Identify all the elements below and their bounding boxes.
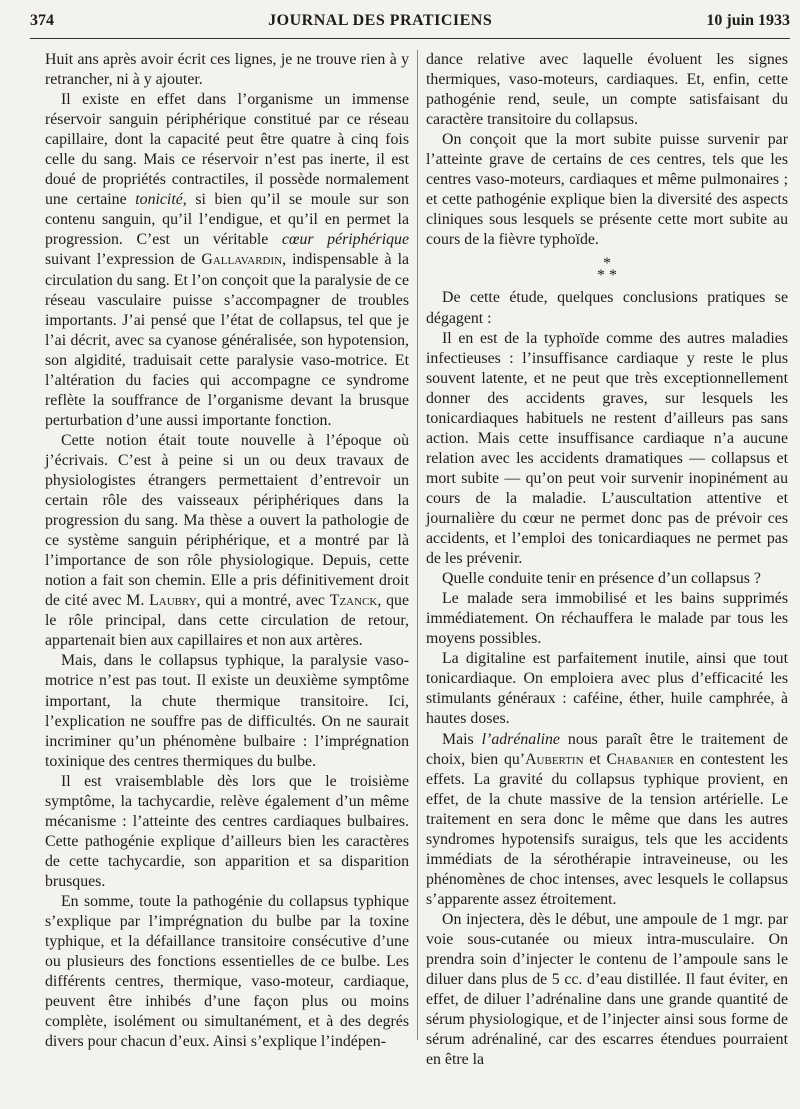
paragraph: Le malade sera immobilisé et les bains supprimés immédiatement. On réchauffera le malade par tous les moyens possibles. (426, 590, 788, 648)
left-column (45, 50, 409, 1052)
column-divider (417, 50, 418, 1040)
asterism-top: * (603, 255, 611, 273)
text-run: en contestent les effets. La gravité du collapsus typhique provient, en effet, de la chute massive de la tension artérielle. Le traitement en sera donc le même que dans les autres syndromes hypotensifs suraigus, tels que les accidents immédiats de la sérothérapie intraveineuse, ou les phénomènes de choc intenses, avec lesquels le collapsus s’apparente assez étroitement. (426, 750, 789, 908)
page-number: 374 (30, 12, 54, 29)
text-run: et (583, 750, 607, 768)
paragraph: Il est vraisemblable dès lors que le troisième symptôme, la tachycardie, relève également d’un même mécanisme : l’atteinte des centres cardiaques bulbaires. Cette pathogénie explique d’ailleurs bien les caractères de cette tachycardie, son apparition et sa disparition brusques. (45, 772, 409, 890)
section-asterism (426, 255, 788, 285)
author-name: Laubry (149, 592, 197, 610)
text-run: Il existe en effet dans l’organisme un immense réservoir sanguin périphérique constitué par ce réseau capillaire, dont la capacité peut être quatre à cinq fois celle du sang. Mais ce réservoir n’est pas inerte, il est doué de propriétés contractiles, il possède normalement une certaine (45, 91, 409, 209)
text-run: , qui a montré, avec (196, 592, 330, 610)
text-run: suivant l’expression de (45, 251, 202, 269)
text-run: , si bien qu’il se moule sur son contenu sanguin, qu’il l’endigue, et qu’il en permet la progression. C’est un véritable (45, 191, 409, 249)
italic-term: l’adrénaline (481, 730, 560, 748)
journal-title: JOURNAL DES PRATICIENS (268, 12, 493, 29)
text-run: Cette notion était toute nouvelle à l’époque où j’écrivais. C’est à peine si un ou deux travaux de physiologistes étrangers permettaient d’entrevoir un certain rôle des vaisseaux périphériques dans la progression du sang. Ma thèse a ouvert la pathologie de ce système sanguin périphérique, et a montré par là l’importance de son rôle physiologique. Depuis, cette notion a fait son chemin. Elle a pris définitivement droit de cité avec M. (45, 431, 409, 610)
paragraph: Quelle conduite tenir en présence d’un collapsus ? (442, 570, 761, 588)
paragraph: La digitaline est parfaitement inutile, ainsi que tout tonicardiaque. On emploiera avec plus d’efficacité les stimulants généraux : caféine, éther, huile camphrée, à hautes doses. (426, 650, 788, 728)
paragraph (45, 90, 409, 431)
issue-date: 10 juin 1933 (706, 12, 790, 29)
paragraph: On conçoit que la mort subite puisse survenir par l’atteinte grave de certains de ces centres, tels que les centres vaso-moteurs, cardiaques et même pulmonaires ; et cette pathogénie explique bien la diversité des aspects cliniques sous lesquels se présente cette mort subite au cours de la fièvre typhoïde. (426, 131, 788, 249)
paragraph: On injectera, dès le début, une ampoule de 1 mgr. par voie sous-cutanée ou mieux intra-musculaire. On prendra soin d’injecter le contenu de l’ampoule sans le diluer dans plus de 5 cc. d’eau distillée. Il faut éviter, en effet, de diluer l’adrénaline dans une grande quantité de sérum physiologique, et de l’injecter ainsi sous forme de sérum adrénaliné, car des escarres étendues pourraient en être la (426, 910, 788, 1069)
author-name: Tzanck (329, 592, 378, 610)
right-column (426, 50, 788, 1070)
text-run: Mais (442, 730, 482, 748)
paragraph: Mais, dans le collapsus typhique, la paralysie vaso-motrice n’est pas tout. Il existe un deuxième symptôme important, la chute thermique transitoire. Ici, l’explication ne souffre pas de difficultés. On ne saurait incriminer qu’un phénomène bulbaire : l’imprégnation toxinique des centres thermiques du bulbe. (45, 652, 409, 770)
author-name: Gallavardin (201, 251, 283, 269)
paragraph (45, 431, 409, 652)
page-header (30, 6, 790, 36)
paragraph: De cette étude, quelques conclusions pratiques se dégagent : (426, 289, 788, 327)
text-run: , indispensable à la circulation du sang. Et l’on conçoit que la paralysie de ce réseau vasculaire puisse s’accompagner de troubles importants. J’ai pensé que l’état de collapsus, tel que je l’ai décrit, avec sa cyanose généralisée, son hypotension, son algidité, traduisait cette paralysie vaso-motrice. Et l’altération du facies qui accompagne ce syndrome reflète la souffrance de l’organisme devant la brusque perturbation d’une aussi importante fonction. (45, 251, 409, 429)
paragraph: Il en est de la typhoïde comme des autres maladies infectieuses : l’insuffisance cardiaque y reste le plus souvent latente, et ne peut que très exceptionnellement donner des accidents graves, sur lesquels les tonicardiaques habituels ne restent d’ailleurs pas sans action. Mais cette insuffisance cardiaque n’a aucune relation avec les accidents dramatiques — collapsus et mort subite — qu’on peut voir survenir inopinément au cours de la maladie. L’auscultation attentive et journalière du cœur ne permet donc pas de prévoir ces accidents, et l’emploi des tonicardiaques ne permet pas de les prévenir. (426, 329, 788, 568)
text-run: nous paraît être le traitement de choix, bien qu’ (426, 730, 788, 768)
header-rule (30, 38, 790, 39)
paragraph: Huit ans après avoir écrit ces lignes, je ne trouve rien à y retrancher, ni à y ajouter. (45, 51, 409, 89)
italic-term: cœur périphérique (281, 231, 409, 249)
author-name: Aubertin (525, 750, 584, 768)
paragraph: dance relative avec laquelle évoluent les signes thermiques, vaso-moteurs, cardiaques. Et, enfin, cette pathogénie rend, seule, un compte satisfaisant du caractère transitoire du collapsus. (426, 51, 788, 129)
paragraph (426, 730, 788, 910)
author-name: Chabanier (606, 750, 674, 768)
italic-term: tonicité (135, 191, 183, 209)
asterism-bottom: * * (597, 267, 617, 285)
paragraph: En somme, toute la pathogénie du collapsus typhique s’explique par l’imprégnation du bulbe par la toxine typhique, et la défaillance transitoire consécutive d’une ou plusieurs des fonctions essentielles de ce bulbe. Les différents centres, thermique, vaso-moteur, cardiaque, peuvent être inhibés d’une façon plus ou moins complète, isolément ou simultanément, et à des degrés divers pour chacun d’eux. Ainsi s’explique l’indépen- (45, 892, 409, 1051)
text-run: , que le rôle principal, dans cette circulation de retour, appartenait bien aux capillaires et non aux artères. (45, 592, 409, 650)
